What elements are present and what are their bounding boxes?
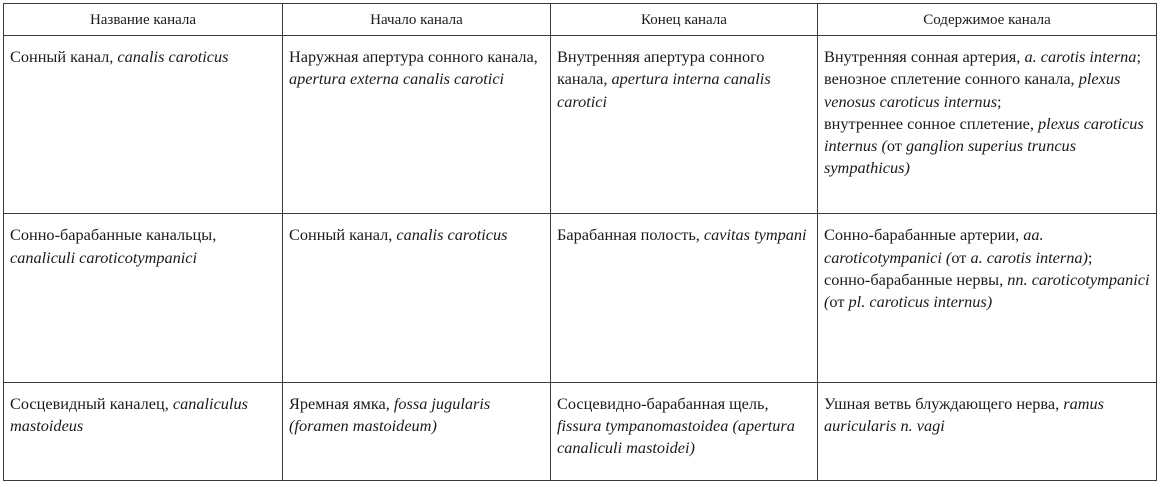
cell-canal-end bbox=[551, 214, 818, 382]
russian-text: от bbox=[829, 292, 845, 312]
cell-canal-end bbox=[551, 382, 818, 480]
cell-canal-contents bbox=[818, 36, 1157, 214]
cell-canal-start bbox=[283, 214, 551, 382]
russian-text: ; bbox=[1087, 247, 1093, 267]
cell-entry bbox=[10, 394, 248, 435]
russian-text: Сонно-барабанные артерии, bbox=[824, 225, 1024, 245]
latin-term: a. carotis interna bbox=[1024, 47, 1137, 66]
cell-canal-start bbox=[283, 382, 551, 480]
cell-entry bbox=[824, 47, 1141, 66]
russian-text: сонно-барабанные нервы, bbox=[824, 269, 1008, 289]
latin-term: apertura interna canalis carotici bbox=[557, 69, 771, 111]
table-row bbox=[4, 214, 1157, 382]
latin-term: fissura tympanomastoidea (apertura canaliculi mastoidei) bbox=[557, 415, 795, 458]
cell-entry bbox=[824, 225, 1092, 266]
latin-term: canaliculi caroticotympanici bbox=[10, 247, 198, 267]
canal-table bbox=[3, 3, 1157, 481]
cell-entry bbox=[289, 225, 507, 244]
cell-entry bbox=[289, 47, 538, 88]
latin-term: nn. caroticotympanici ( bbox=[824, 269, 1150, 312]
latin-term: canalis caroticus bbox=[117, 47, 229, 66]
cell-entry bbox=[824, 394, 1104, 435]
russian-text: венозное сплетение сонного канала, bbox=[824, 69, 1079, 89]
russian-text: Сонный канал, bbox=[289, 225, 397, 245]
cell-entry bbox=[557, 47, 771, 111]
header-canal-start: Начало канала bbox=[283, 4, 551, 36]
latin-term: fossa jugularis (foramen mastoideum) bbox=[289, 393, 491, 435]
russian-text: от bbox=[951, 247, 967, 267]
latin-term: plexus caroticus internus ( bbox=[824, 113, 1144, 156]
russian-text: ; bbox=[997, 91, 1002, 111]
russian-text: от bbox=[886, 136, 902, 156]
cell-entry bbox=[824, 114, 1144, 178]
latin-term: apertura externa canalis carotici bbox=[289, 69, 505, 89]
cell-entry bbox=[557, 225, 807, 244]
latin-term: canaliculus mastoideus bbox=[10, 393, 248, 435]
latin-term: ramus auricularis n. vagi bbox=[824, 393, 1104, 435]
latin-term: pl. caroticus internus) bbox=[844, 292, 993, 312]
cell-canal-start bbox=[283, 36, 551, 214]
latin-term: plexus venosus caroticus internus bbox=[824, 69, 1121, 111]
header-canal-end: Конец канала bbox=[551, 4, 818, 36]
cell-entry bbox=[10, 47, 228, 66]
latin-term: aa. caroticotympanici ( bbox=[824, 225, 1044, 267]
cell-entry bbox=[824, 270, 1150, 311]
latin-term: cavitas tympani bbox=[703, 225, 807, 245]
cell-canal-name bbox=[4, 214, 283, 382]
cell-canal-end bbox=[551, 36, 818, 214]
cell-canal-contents bbox=[818, 382, 1157, 480]
table-row bbox=[4, 382, 1157, 480]
russian-text: Сонный канал, bbox=[10, 47, 118, 66]
russian-text: ; bbox=[1136, 47, 1141, 66]
table-row bbox=[4, 36, 1157, 214]
russian-text: Ушная ветвь блуждающего нерва, bbox=[824, 393, 1064, 413]
russian-text: Барабанная полость, bbox=[557, 225, 704, 245]
russian-text: Сонно-барабанные канальцы, bbox=[10, 225, 217, 245]
cell-canal-contents bbox=[818, 214, 1157, 382]
cell-entry bbox=[824, 69, 1120, 110]
cell-entry bbox=[557, 394, 795, 458]
header-row bbox=[4, 4, 1157, 36]
header-canal-name: Название канала bbox=[4, 4, 283, 36]
russian-text: Внутренняя апертура сонного канала, bbox=[557, 47, 765, 89]
cell-canal-name bbox=[4, 36, 283, 214]
cell-entry bbox=[289, 394, 490, 435]
russian-text: Наружная апертура сонного канала, bbox=[289, 47, 538, 66]
russian-text: внутреннее сонное сплетение, bbox=[824, 113, 1039, 133]
cell-canal-name bbox=[4, 382, 283, 480]
table-body bbox=[4, 36, 1157, 481]
latin-term: canalis caroticus bbox=[396, 225, 508, 245]
russian-text: Яремная ямка, bbox=[289, 393, 394, 413]
russian-text: Сосцевидно-барабанная щель, bbox=[557, 393, 769, 413]
header-canal-contents: Содержимое канала bbox=[818, 4, 1157, 36]
cell-entry bbox=[10, 225, 216, 266]
russian-text: Сосцевидный каналец, bbox=[10, 393, 173, 413]
latin-term: a. carotis interna) bbox=[966, 247, 1088, 267]
latin-term: ganglion superius truncus sympathicus) bbox=[824, 136, 1077, 178]
russian-text: Внутренняя сонная артерия, bbox=[824, 47, 1025, 66]
